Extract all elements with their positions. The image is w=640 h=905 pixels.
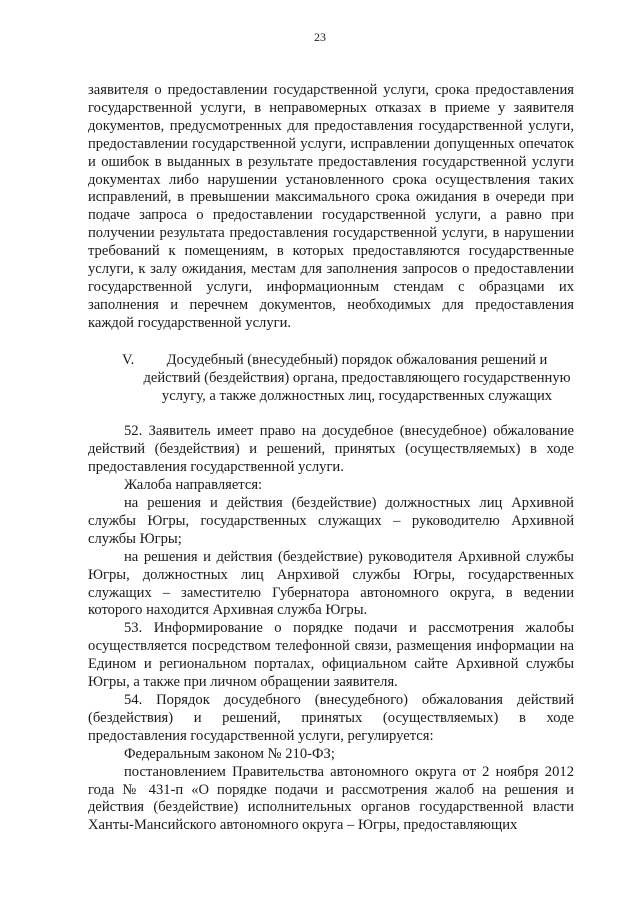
paragraph-53: 53. Информирование о порядке подачи и рассмотрения жалобы осуществляется посредством телефонной связи, размещения информации на Едином и региональном порталах, официальном сайте Архивной службы Югры, а также при личном обращении заявителя.	[88, 620, 574, 691]
paragraph-54: 54. Порядок досудебного (внесудебного) обжалования действий (бездействия) и решений, принятых (осуществляемых) в ходе предоставления государственной услуги, регулируется:	[88, 692, 574, 744]
law-reference: Федеральным законом № 210-ФЗ;	[124, 745, 335, 762]
page-number: 23	[314, 30, 326, 44]
section-title: Досудебный (внесудебный) порядок обжалования решений и действий (бездействия) органа, предоставляющего государственную услугу, а также должностных лиц, государственных служащих	[143, 351, 571, 404]
paragraph-52: 52. Заявитель имеет право на досудебное (внесудебное) обжалование действий (бездействия) и решений, принятых (осуществляемых) в ходе предоставления государственной услуги.	[88, 423, 574, 476]
resolution-reference: постановлением Правительства автономного округа от 2 ноября 2012 года № 431-п «О порядке подачи и рассмотрения жалоб на решения и действия (бездействие) исполнительных органов государственной власти Ханты-Мансийского автономного округа – Югры, предоставляющих	[88, 763, 574, 834]
complaint-intro: Жалоба направляется:	[124, 477, 263, 494]
section-number: V.	[122, 351, 135, 368]
intro-paragraph: заявителя о предоставлении государственной услуги, срока предоставления государственной услуги, в неправомерных отказах в приеме у заявителя документов, предусмотренных для предоставления государственной услуги, предоставлении государственной услуги, исправлении допущенных опечаток и ошибок в выданных в результате предоставления государственной услуги документах либо нарушении установленного срока осуществления таких исправлений, в превышении максимального срока ожидания в очереди при подаче запроса о предоставлении государственной услуги, а равно при получении результата предоставления государственной услуги, в нарушении требований к помещениям, в которых предоставляются государственные услуги, к залу ожидания, местам для заполнения запросов о предоставлении государственной услуги, информационным стендам с образцами их заполнения и перечнем документов, необходимых для предоставления каждой государственной услуги.	[88, 82, 574, 331]
document-body	[88, 82, 574, 835]
complaint-item-head: на решения и действия (бездействие) руководителя Архивной службы Югры, должностных лиц Анрхивой службы Югры, государственных служащих – заместителю Губернатора автономного округа, в ведении которого находится Архивная служба Югры.	[88, 548, 574, 619]
section-heading	[88, 352, 574, 406]
complaint-item-officials: на решения и действия (бездействие) должностных лиц Архивной службы Югры, государственных служащих – руководителю Архивной службы Югры;	[88, 495, 574, 547]
